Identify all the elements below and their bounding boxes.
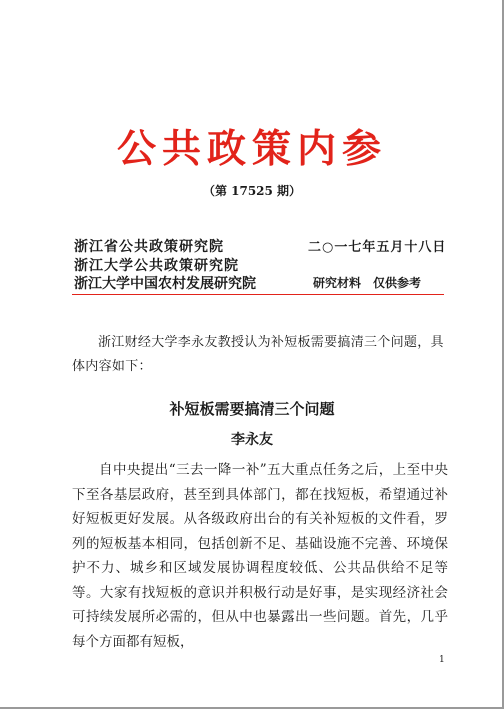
intro-paragraph: 浙江财经大学李永友教授认为补短板需要搞清三个问题，具体内容如下：: [72, 335, 444, 374]
article-body: 自中央提出“三去一降一补”五大重点任务之后，上至中央下至各基层政府，甚至到具体部门，都在找短板，希望通过补好短板更好发展。从各级政府出台的有关补短板的文件看，罗列的短板基本相同，包括创新不足、基础设施不完善、环境保护不力、城乡和区域发展协调程度较低、公共品供给不足等等。大家有找短板的意识并积极行动是好事，是实现经济社会可持续发展所必需的，但从中也暴露出一些问题。首先，几乎每个方面都有短板，: [72, 462, 448, 650]
article-author: 李永友: [231, 432, 273, 448]
header-divider: [72, 294, 444, 295]
institution-1: 浙江省公共政策研究院: [74, 239, 224, 255]
distribution-note: 研究材料 仅供参考: [313, 276, 422, 290]
institution-3: 浙江大学中国农村发展研究院: [74, 276, 256, 292]
publication-title: 公共政策内参: [116, 126, 387, 172]
article-title: 补短板需要搞清三个问题: [169, 400, 335, 418]
publication-date: 二○一七年五月十八日: [308, 240, 447, 255]
issue-number: （第 17525 期）: [202, 184, 302, 198]
institution-2: 浙江大学公共政策研究院: [74, 258, 239, 274]
page-number: 1: [439, 655, 445, 665]
